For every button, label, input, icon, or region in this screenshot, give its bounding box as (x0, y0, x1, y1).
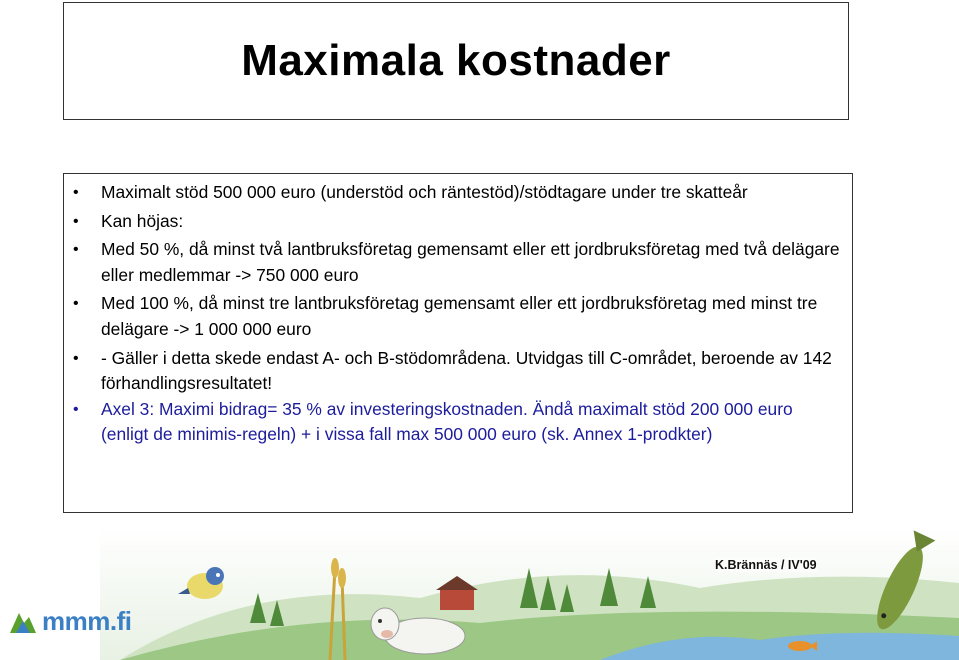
bullet-dot-icon: • (73, 349, 79, 367)
logo-text: mmm.fi (42, 606, 132, 636)
bullet-item: • - Gäller i detta skede endast A- och B-stödområdena. Utvidgas till C-området, beroende av 142 förhandlingsresultatet! (73, 347, 832, 394)
bullet-item: • Med 100 %, då minst tre lantbruksföretag gemensamt eller ett jordbruksföretag med minst tre delägare -> 1 000 000 euro (73, 293, 818, 339)
mmm-logo[interactable] (8, 606, 131, 637)
slide-title: Maximala kostnader (241, 36, 671, 85)
bullet-dot-icon: • (73, 212, 79, 230)
bullet-list (64, 174, 852, 448)
title-box (63, 2, 849, 120)
bullet-dot-icon: • (73, 241, 79, 259)
bullet-item: • Med 50 %, då minst två lantbruksföretag gemensamt eller ett jordbruksföretag med två delägare eller medlemmar -> 750 000 euro (73, 239, 840, 285)
bullet-dot-icon: • (73, 400, 79, 418)
author-credit: K.Brännäs / IV'09 (715, 558, 817, 572)
bullet-item: • Axel 3: Maximi bidrag= 35 % av investeringskostnaden. Ändå maximalt stöd 200 000 euro (enligt de minimis-regeln) + i vissa fall max 500 000 euro (sk. Annex 1-prodkter) (73, 398, 793, 445)
mmm-logo-icon (8, 609, 38, 635)
footer-landscape (0, 528, 959, 660)
bullet-item: • Kan höjas: (64, 209, 842, 235)
bullet-dot-icon: • (73, 295, 79, 313)
bullet-item: • Maximalt stöd 500 000 euro (understöd och räntestöd)/stödtagare under tre skatteår (64, 180, 842, 206)
bullet-dot-icon: • (73, 184, 79, 201)
content-box (63, 173, 853, 513)
